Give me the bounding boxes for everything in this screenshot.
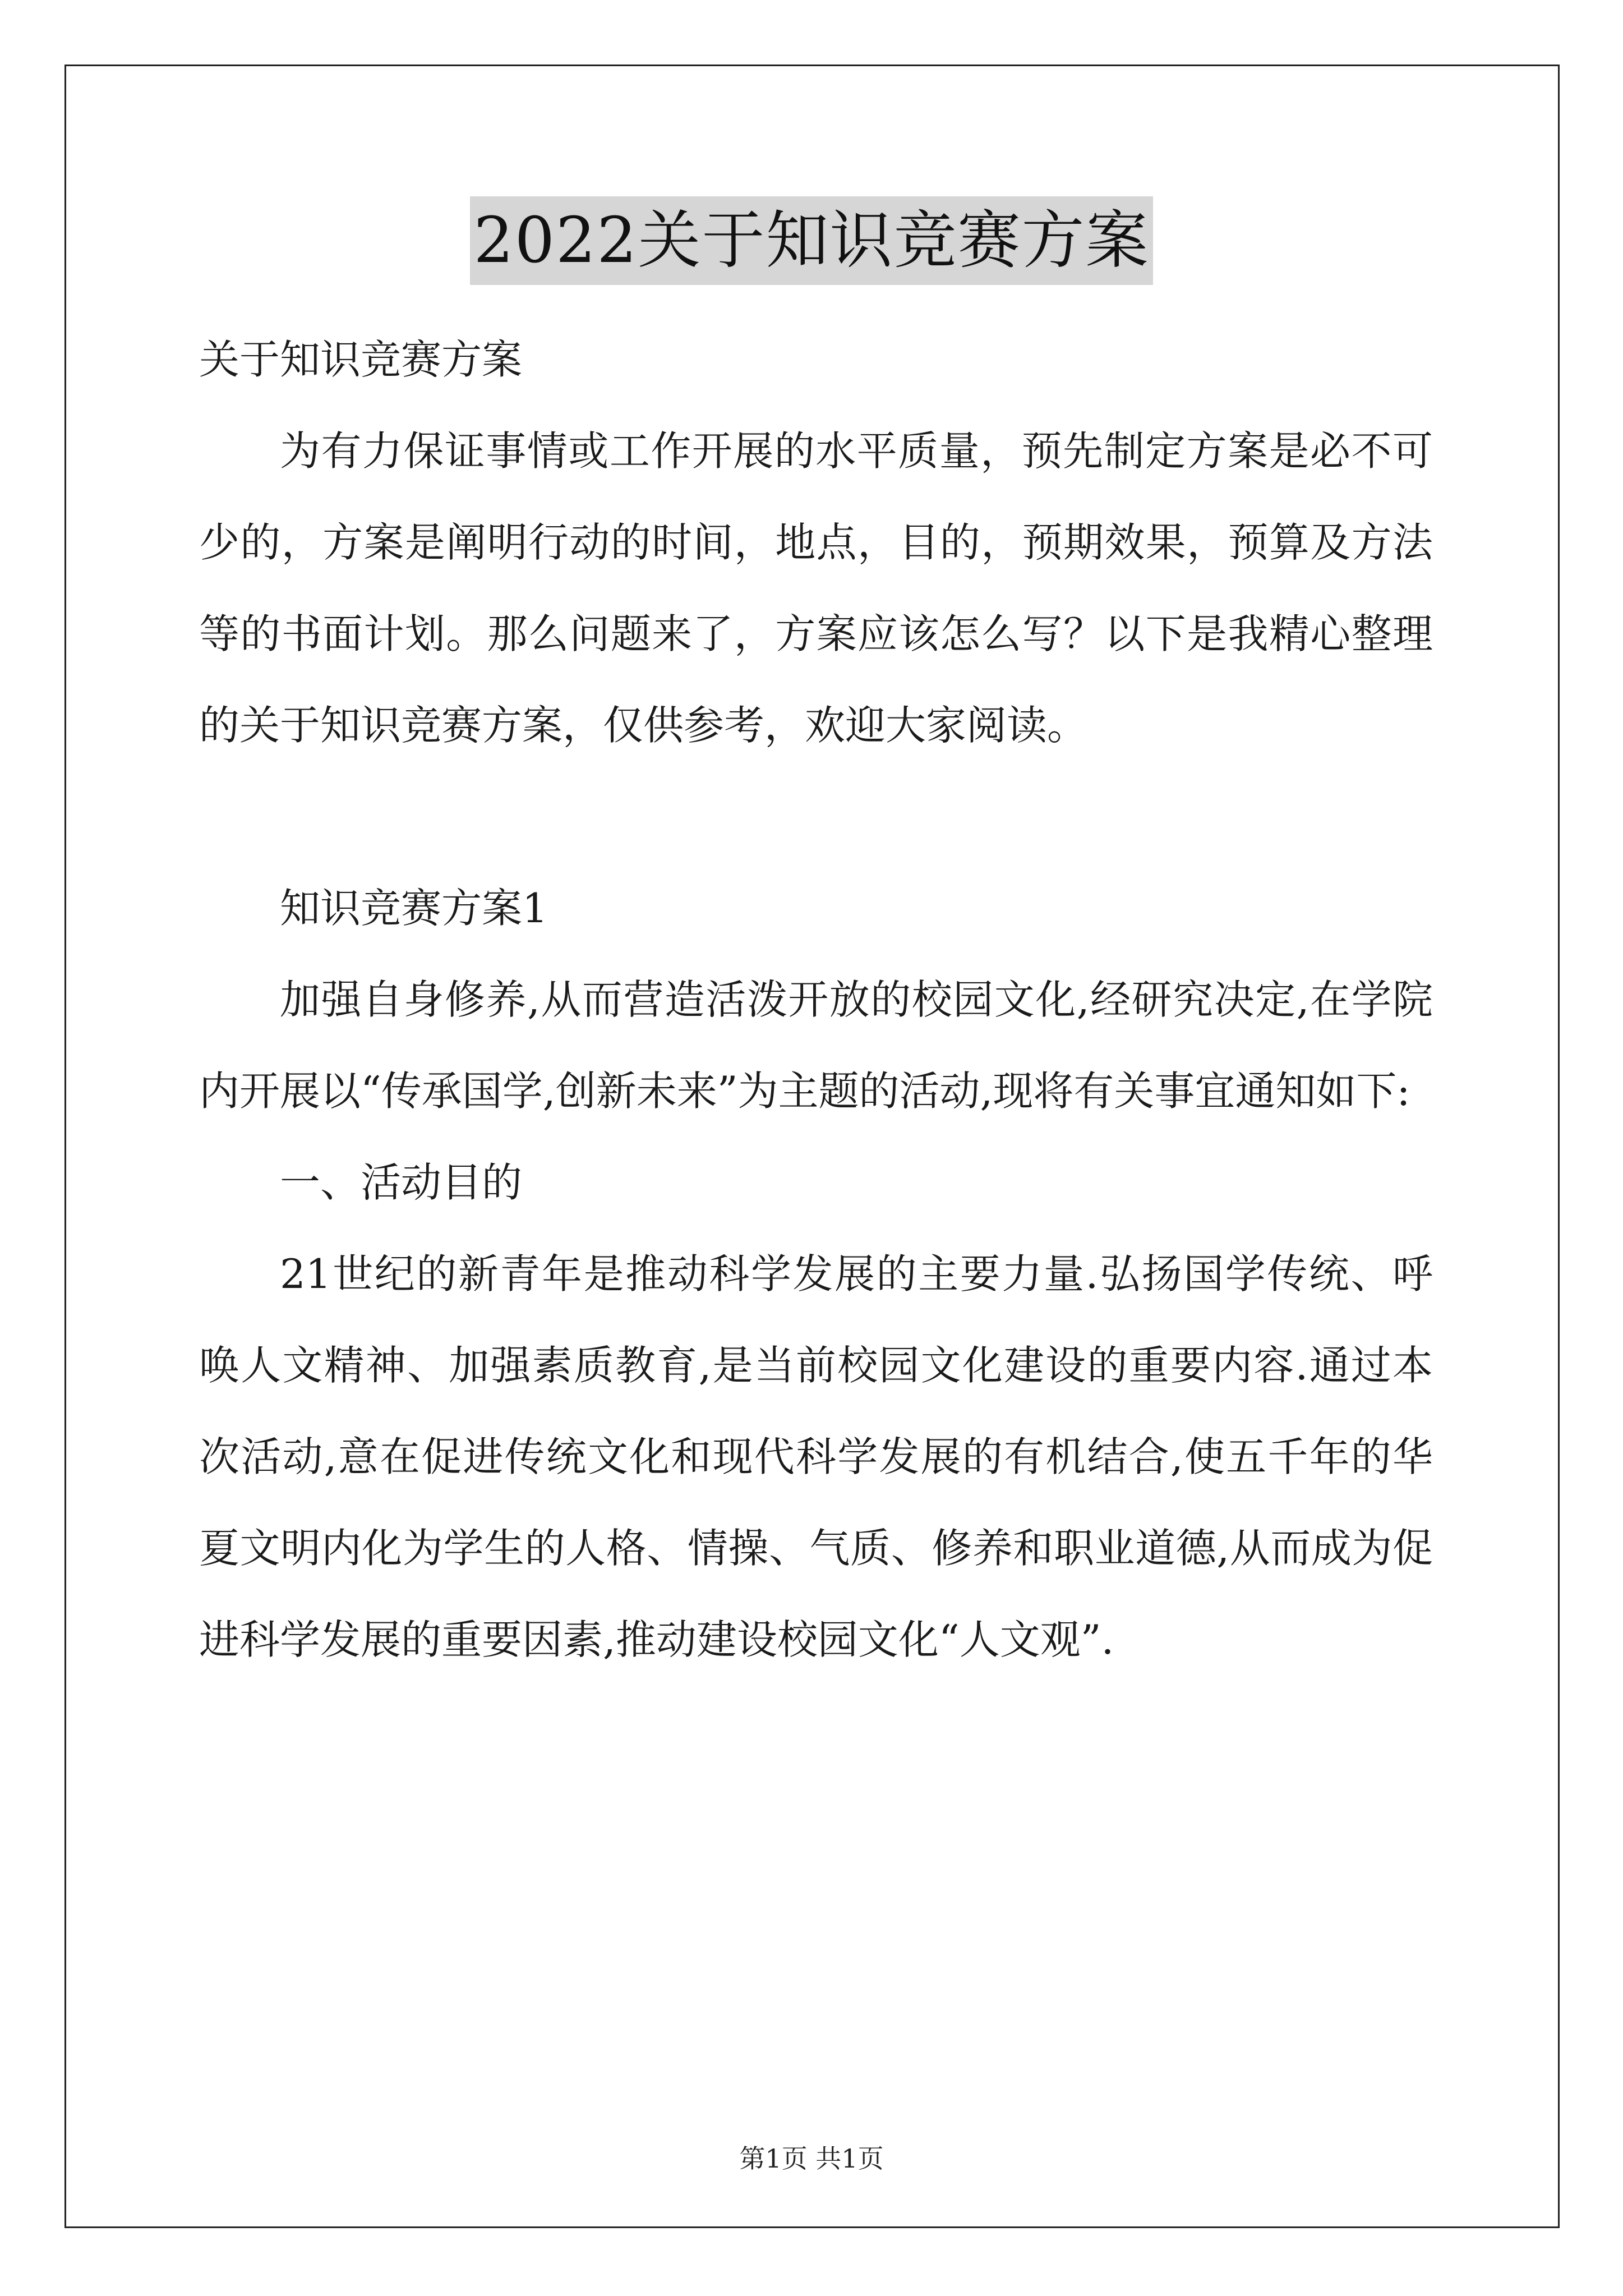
body-paragraph: 加强自身修养,从而营造活泼开放的校园文化,经研究决定,在学院内开展以“传承国学,创新未来”为主题的活动,现将有关事宜通知如下: <box>199 976 1433 1115</box>
document-title: 2022关于知识竞赛方案 <box>470 196 1152 285</box>
document-body <box>199 314 1433 1686</box>
page-footer <box>0 2142 1623 2175</box>
document-subtitle: 关于知识竞赛方案 <box>199 336 523 383</box>
part-heading: 一、活动目的 <box>280 1159 523 1206</box>
body-paragraph: 21世纪的新青年是推动科学发展的主要力量.弘扬国学传统、呼唤人文精神、加强素质教育,是当前校园文化建设的重要内容.通过本次活动,意在促进传统文化和现代科学发展的有机结合,使五千年的华夏文明内化为学生的人格、情操、气质、修养和职业道德,从而成为促进科学发展的重要因素,推动建设校园文化“人文观”. <box>199 1250 1433 1663</box>
intro-paragraph: 为有力保证事情或工作开展的水平质量，预先制定方案是必不可少的，方案是阐明行动的时间，地点，目的，预期效果，预算及方法等的书面计划。那么问题来了，方案应该怎么写？以下是我精心整理的关于知识竞赛方案，仅供参考，欢迎大家阅读。 <box>199 427 1433 749</box>
section-heading: 知识竞赛方案1 <box>280 885 548 932</box>
page-number: 第1页 共1页 <box>739 2143 884 2174</box>
title-container <box>0 196 1623 285</box>
